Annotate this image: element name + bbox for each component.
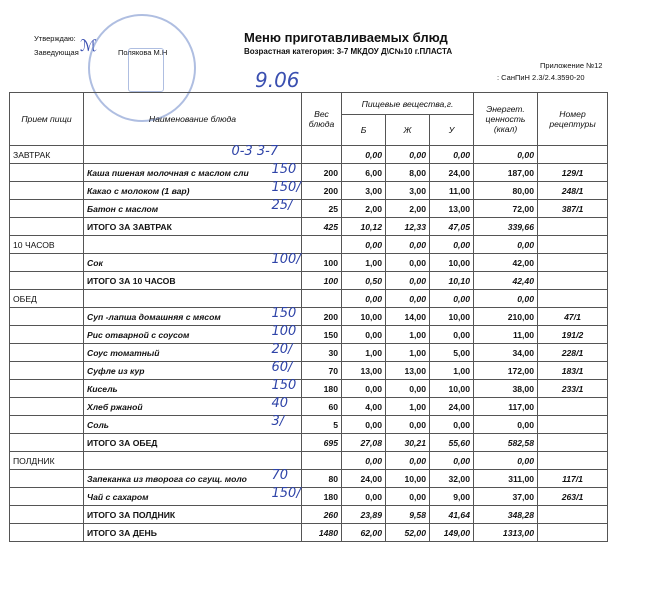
cell-kcal: 11,00 — [474, 326, 538, 344]
cell-fat: 13,00 — [386, 362, 430, 380]
cell-weight: 260 — [302, 506, 342, 524]
cell-weight: 5 — [302, 416, 342, 434]
cell-protein: 0,00 — [342, 290, 386, 308]
handwritten-mark: 0-3 3-7 — [231, 143, 279, 159]
cell-carbs: 10,00 — [430, 254, 474, 272]
cell-meal — [10, 380, 84, 398]
cell-kcal: 187,00 — [474, 164, 538, 182]
cell-carbs: 0,00 — [430, 452, 474, 470]
cell-dish: ИТОГО ЗА ОБЕД — [84, 434, 302, 452]
cell-dish: Рис отварной с соусом — [84, 326, 302, 344]
table-row — [10, 362, 608, 380]
cell-carbs: 10,00 — [430, 380, 474, 398]
cell-weight — [302, 290, 342, 308]
col-header-dish: Наименование блюда — [84, 93, 302, 146]
col-header-nutrients: Пищевые вещества,г. — [342, 93, 474, 115]
cell-dish: Соус томатный — [84, 344, 302, 362]
cell-carbs: 0,00 — [430, 290, 474, 308]
cell-fat: 0,00 — [386, 272, 430, 290]
cell-dish: Запеканка из творога со сгущ. моло — [84, 470, 302, 488]
table-row — [10, 146, 608, 164]
cell-fat: 2,00 — [386, 200, 430, 218]
cell-dish: Хлеб ржаной — [84, 398, 302, 416]
cell-kcal: 38,00 — [474, 380, 538, 398]
cell-protein: 1,00 — [342, 344, 386, 362]
cell-protein: 0,00 — [342, 452, 386, 470]
table-row — [10, 254, 608, 272]
table-row — [10, 272, 608, 290]
cell-recipe: 228/1 — [538, 344, 608, 362]
cell-carbs: 10,10 — [430, 272, 474, 290]
table-row — [10, 380, 608, 398]
cell-carbs: 55,60 — [430, 434, 474, 452]
cell-recipe: 387/1 — [538, 200, 608, 218]
cell-fat: 1,00 — [386, 326, 430, 344]
cell-protein: 27,08 — [342, 434, 386, 452]
cell-kcal: 0,00 — [474, 236, 538, 254]
cell-fat: 1,00 — [386, 398, 430, 416]
cell-kcal: 0,00 — [474, 290, 538, 308]
cell-meal — [10, 434, 84, 452]
cell-weight: 695 — [302, 434, 342, 452]
cell-carbs: 5,00 — [430, 344, 474, 362]
cell-protein: 10,00 — [342, 308, 386, 326]
cell-recipe — [538, 272, 608, 290]
cell-weight: 180 — [302, 488, 342, 506]
page-title: Меню приготавливаемых блюд — [244, 30, 448, 45]
cell-meal: ЗАВТРАК — [10, 146, 84, 164]
cell-meal — [10, 506, 84, 524]
cell-kcal: 1313,00 — [474, 524, 538, 542]
cell-kcal: 311,00 — [474, 470, 538, 488]
cell-carbs: 47,05 — [430, 218, 474, 236]
cell-kcal: 80,00 — [474, 182, 538, 200]
head-name: Полякова М.Н — [118, 48, 168, 57]
cell-protein: 1,00 — [342, 254, 386, 272]
head-label: Заведующая — [34, 48, 79, 57]
cell-weight — [302, 236, 342, 254]
cell-protein: 0,00 — [342, 488, 386, 506]
cell-fat: 1,00 — [386, 344, 430, 362]
col-header-b: Б — [342, 115, 386, 146]
handwritten-mark: 150 — [271, 377, 297, 393]
cell-protein: 4,00 — [342, 398, 386, 416]
cell-kcal: 72,00 — [474, 200, 538, 218]
cell-kcal: 0,00 — [474, 146, 538, 164]
cell-recipe: 129/1 — [538, 164, 608, 182]
cell-meal — [10, 470, 84, 488]
cell-fat: 0,00 — [386, 236, 430, 254]
cell-meal — [10, 398, 84, 416]
cell-meal — [10, 272, 84, 290]
cell-dish: Какао с молоком (1 вар) — [84, 182, 302, 200]
cell-carbs: 11,00 — [430, 182, 474, 200]
cell-dish: ИТОГО ЗА 10 ЧАСОВ — [84, 272, 302, 290]
cell-carbs: 0,00 — [430, 416, 474, 434]
col-header-u: У — [430, 115, 474, 146]
cell-meal — [10, 218, 84, 236]
cell-recipe — [538, 146, 608, 164]
handwritten-mark: 40 — [271, 395, 289, 411]
handwritten-mark: 60/ — [271, 359, 293, 375]
cell-meal — [10, 362, 84, 380]
cell-weight — [302, 146, 342, 164]
cell-kcal: 117,00 — [474, 398, 538, 416]
handwritten-mark: 3/ — [271, 413, 285, 429]
cell-carbs: 41,64 — [430, 506, 474, 524]
cell-carbs: 0,00 — [430, 236, 474, 254]
table-row — [10, 398, 608, 416]
cell-protein: 6,00 — [342, 164, 386, 182]
cell-meal — [10, 182, 84, 200]
table-row — [10, 236, 608, 254]
cell-weight: 200 — [302, 182, 342, 200]
col-header-recipe: Номер рецептуры — [538, 93, 608, 146]
cell-meal — [10, 254, 84, 272]
col-header-weight: Вес блюда — [302, 93, 342, 146]
cell-fat: 10,00 — [386, 470, 430, 488]
table-row — [10, 200, 608, 218]
cell-weight: 100 — [302, 272, 342, 290]
approve-label: Утверждаю: — [34, 34, 76, 43]
cell-meal — [10, 326, 84, 344]
cell-dish: Каша пшеная молочная с маслом сли — [84, 164, 302, 182]
cell-kcal: 42,40 — [474, 272, 538, 290]
cell-kcal: 582,58 — [474, 434, 538, 452]
cell-recipe — [538, 290, 608, 308]
cell-recipe: 233/1 — [538, 380, 608, 398]
cell-dish: Суфле из кур — [84, 362, 302, 380]
cell-kcal: 348,28 — [474, 506, 538, 524]
cell-carbs: 0,00 — [430, 146, 474, 164]
cell-carbs: 0,00 — [430, 326, 474, 344]
cell-recipe: 248/1 — [538, 182, 608, 200]
cell-meal — [10, 164, 84, 182]
cell-carbs: 149,00 — [430, 524, 474, 542]
cell-weight: 70 — [302, 362, 342, 380]
cell-recipe: 183/1 — [538, 362, 608, 380]
cell-fat: 0,00 — [386, 488, 430, 506]
cell-carbs: 9,00 — [430, 488, 474, 506]
cell-dish: Чай с сахаром — [84, 488, 302, 506]
cell-fat: 52,00 — [386, 524, 430, 542]
cell-dish: Соль — [84, 416, 302, 434]
cell-weight: 425 — [302, 218, 342, 236]
table-row — [10, 524, 608, 542]
signature: ℳ — [80, 36, 98, 55]
table-row — [10, 326, 608, 344]
cell-dish: Кисель — [84, 380, 302, 398]
cell-meal: 10 ЧАСОВ — [10, 236, 84, 254]
menu-table — [9, 92, 608, 542]
handwritten-mark: 25/ — [271, 197, 293, 213]
cell-carbs: 10,00 — [430, 308, 474, 326]
cell-fat: 8,00 — [386, 164, 430, 182]
cell-carbs: 1,00 — [430, 362, 474, 380]
col-header-meal: Прием пищи — [10, 93, 84, 146]
cell-protein: 62,00 — [342, 524, 386, 542]
cell-kcal: 34,00 — [474, 344, 538, 362]
table-row — [10, 290, 608, 308]
cell-fat: 9,58 — [386, 506, 430, 524]
cell-dish: Батон с маслом — [84, 200, 302, 218]
cell-recipe: 263/1 — [538, 488, 608, 506]
table-header-row — [10, 93, 608, 115]
cell-fat: 30,21 — [386, 434, 430, 452]
cell-fat: 3,00 — [386, 182, 430, 200]
cell-fat: 0,00 — [386, 146, 430, 164]
col-header-zh: Ж — [386, 115, 430, 146]
cell-recipe: 47/1 — [538, 308, 608, 326]
handwritten-mark: 20/ — [271, 341, 293, 357]
cell-recipe — [538, 218, 608, 236]
cell-meal — [10, 308, 84, 326]
cell-carbs: 32,00 — [430, 470, 474, 488]
seal-emblem — [128, 48, 164, 92]
cell-kcal: 0,00 — [474, 452, 538, 470]
cell-weight: 180 — [302, 380, 342, 398]
cell-meal — [10, 344, 84, 362]
col-header-energy: Энергет. ценность (ккал) — [474, 93, 538, 146]
cell-meal — [10, 416, 84, 434]
table-row — [10, 218, 608, 236]
cell-fat: 0,00 — [386, 452, 430, 470]
cell-fat: 0,00 — [386, 380, 430, 398]
cell-weight: 100 — [302, 254, 342, 272]
cell-protein: 0,00 — [342, 236, 386, 254]
cell-weight: 80 — [302, 470, 342, 488]
cell-fat: 0,00 — [386, 290, 430, 308]
cell-fat: 0,00 — [386, 254, 430, 272]
cell-kcal: 210,00 — [474, 308, 538, 326]
table-row — [10, 506, 608, 524]
cell-meal: ПОЛДНИК — [10, 452, 84, 470]
cell-dish — [84, 290, 302, 308]
cell-protein: 0,00 — [342, 326, 386, 344]
cell-protein: 2,00 — [342, 200, 386, 218]
cell-weight — [302, 452, 342, 470]
cell-meal — [10, 200, 84, 218]
cell-dish — [84, 236, 302, 254]
table-row — [10, 164, 608, 182]
cell-fat: 12,33 — [386, 218, 430, 236]
cell-recipe: 191/2 — [538, 326, 608, 344]
cell-protein: 0,00 — [342, 380, 386, 398]
table-row — [10, 416, 608, 434]
cell-fat: 0,00 — [386, 416, 430, 434]
table-body — [10, 143, 608, 542]
cell-weight: 60 — [302, 398, 342, 416]
cell-dish: Сок — [84, 254, 302, 272]
cell-carbs: 24,00 — [430, 164, 474, 182]
cell-recipe — [538, 398, 608, 416]
cell-protein: 0,00 — [342, 416, 386, 434]
cell-kcal: 172,00 — [474, 362, 538, 380]
handwritten-mark: 150/ — [271, 179, 301, 195]
cell-kcal: 0,00 — [474, 416, 538, 434]
appendix-label: Приложение №12 — [540, 61, 603, 70]
table-row — [10, 182, 608, 200]
cell-dish: Суп -лапша домашняя с мясом — [84, 308, 302, 326]
table-row — [10, 488, 608, 506]
table-row — [10, 344, 608, 362]
table-row — [10, 452, 608, 470]
cell-protein: 0,50 — [342, 272, 386, 290]
cell-recipe — [538, 416, 608, 434]
table-row — [10, 434, 608, 452]
cell-protein: 24,00 — [342, 470, 386, 488]
cell-recipe — [538, 506, 608, 524]
cell-dish: ИТОГО ЗА ДЕНЬ — [84, 524, 302, 542]
cell-protein: 13,00 — [342, 362, 386, 380]
cell-carbs: 13,00 — [430, 200, 474, 218]
cell-kcal: 37,00 — [474, 488, 538, 506]
cell-protein: 10,12 — [342, 218, 386, 236]
table-row — [10, 470, 608, 488]
cell-protein: 3,00 — [342, 182, 386, 200]
handwritten-mark: 150 — [271, 305, 297, 321]
cell-dish: ИТОГО ЗА ЗАВТРАК — [84, 218, 302, 236]
table-row — [10, 308, 608, 326]
cell-weight: 25 — [302, 200, 342, 218]
cell-recipe — [538, 434, 608, 452]
cell-protein: 23,89 — [342, 506, 386, 524]
handwritten-date: 9.06 — [255, 68, 300, 92]
cell-dish: ИТОГО ЗА ПОЛДНИК — [84, 506, 302, 524]
cell-weight: 30 — [302, 344, 342, 362]
handwritten-mark: 150 — [271, 161, 297, 177]
sanpin-label: : СанПиН 2.3/2.4.3590-20 — [497, 73, 585, 82]
cell-kcal: 42,00 — [474, 254, 538, 272]
handwritten-mark: 100 — [271, 323, 297, 339]
cell-recipe — [538, 254, 608, 272]
cell-recipe — [538, 452, 608, 470]
cell-recipe — [538, 524, 608, 542]
cell-dish — [84, 452, 302, 470]
cell-meal: ОБЕД — [10, 290, 84, 308]
cell-meal — [10, 524, 84, 542]
handwritten-mark: 100/ — [271, 251, 301, 267]
cell-weight: 150 — [302, 326, 342, 344]
cell-carbs: 24,00 — [430, 398, 474, 416]
cell-weight: 200 — [302, 164, 342, 182]
cell-recipe — [538, 236, 608, 254]
handwritten-mark: 70 — [271, 467, 289, 483]
cell-protein: 0,00 — [342, 146, 386, 164]
handwritten-mark: 150/ — [271, 485, 301, 501]
cell-kcal: 339,66 — [474, 218, 538, 236]
cell-recipe: 117/1 — [538, 470, 608, 488]
cell-fat: 14,00 — [386, 308, 430, 326]
cell-weight: 1480 — [302, 524, 342, 542]
cell-weight: 200 — [302, 308, 342, 326]
cell-meal — [10, 488, 84, 506]
page-subtitle: Возрастная категория: 3-7 МКДОУ Д\С№10 г.ПЛАСТА — [244, 47, 453, 56]
